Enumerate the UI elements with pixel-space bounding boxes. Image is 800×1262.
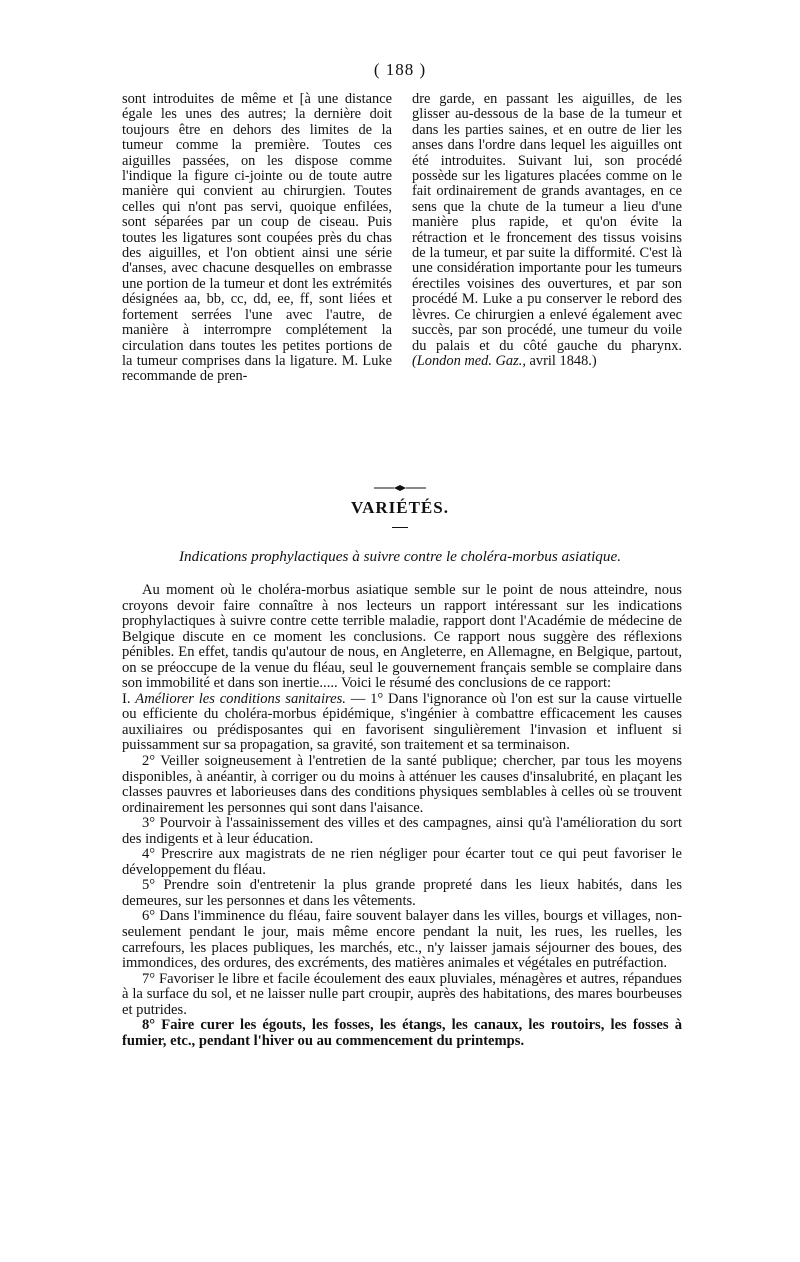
citation: (London med. Gaz., [412, 352, 526, 369]
article-title: Indications prophylactiques à suivre contre le choléra-morbus asiatique. [178, 548, 622, 565]
paragraph-item-3: 3° Pourvoir à l'assainissement des villes et des campagnes, ainsi qu'à l'amélioration du sort des indigents et à leur éducation. [122, 815, 682, 847]
paragraph-item-5: 5° Prendre soin d'entretenir la plus grande propreté dans les lieux habités, dans les demeures, sur les personnes et dans les vêtements. [122, 877, 682, 909]
ornament-divider [374, 484, 426, 492]
article-body [122, 583, 682, 1049]
item-1-heading: I. [122, 690, 131, 707]
paragraph-intro: Au moment où le choléra-morbus asiatique semble sur le point de nous atteindre, nous croyons devoir faire connaître à nos lecteurs un rapport intéressant sur les indications prophylactiques à suivre contre cette terrible maladie, rapport dont l'Académie de médecine de Belgique discute en ce moment les conclusions. Ce rapport nous suggère des réflexions pénibles. En effet, tandis qu'autour de nous, en Angleterre, en Allemagne, en Belgique, partout, on se préoccupe de la venue du fléau, seul le gouvernement français semble se complaire dans son immobilité et dans son inertie..... Voici le résumé des conclusions de ce rapport: [122, 582, 682, 692]
paragraph-item-7: 7° Favoriser le libre et facile écoulement des eaux pluviales, ménagères et autres, répandues à la surface du sol, et ne laisser nulle part croupir, auprès des habitations, des mares bourbeuses et putrides. [122, 970, 682, 1018]
item-1-title: Améliorer les conditions sanitaires. [135, 690, 346, 707]
item-1-text: — 1° Dans l'ignorance où l'on est sur la cause virtuelle ou efficiente du choléra-morbus épidémique, s'ingénier à combattre efficacement les causes auxiliaires ou prédisposantes qui en favorisent singulièrement l'invasion et influent si puissamment sur sa propagation, sa gravité, son traitement et sa terminaison. [122, 690, 682, 754]
section-title: VARIÉTÉS. [351, 498, 449, 517]
paragraph-item-8: 8° Faire curer les égouts, les fosses, les étangs, les canaux, les routoirs, les fosses à fumier, etc., pendant l'hiver ou au commencement du printemps. [122, 1017, 682, 1049]
left-column-text: sont introduites de même et [à une distance égale les unes des autres; la dernière doit toujours être en dehors des limites de la tumeur comme la première. Toutes ces aiguilles passées, on les dispose comme l'indique la figure ci-jointe ou de toute autre manière qui convient au chirurgien. Toutes celles qui n'ont pas servi, quoique enfilées, sont séparées par un coup de ciseau. Puis toutes les ligatures sont coupées près du chas des aiguilles, et l'on obtient ainsi une série d'anses, avec chacune desquelles on embrasse une portion de la tumeur et dont les extrémités désignées aa, bb, cc, dd, ee, ff, sont liées et fortement serrées l'une avec l'autre, de manière à interrompre complétement la circulation dans toutes les petites portions de la tumeur comprises dans la ligature. M. Luke recommande de pren- [122, 91, 392, 385]
title-rule [392, 527, 408, 528]
right-column-text: dre garde, en passant les aiguilles, de les glisser au-dessous de la base de la tumeur et dans les parties saines, et en outre de lier les anses dans l'ordre dans lequel les aiguilles ont été introduites. Suivant lui, son procédé possède sur les ligatures placées comme on le fait ordinairement de grands avantages, en ce sens que la chute de la tumeur a lieu d'une manière plus rapide, et qu'on évite la rétraction et le froncement des tissus voisins de la tumeur, et par suite la difformité. C'est là une considération importante pour les tumeurs érectiles voisines des ouvertures, et par son procédé M. Luke a pu conserver le rebord des lèvres. Ce chirurgien a enlevé également avec succès, par son procédé, une tumeur du voile du palais et du côté gauche du pharynx. [412, 91, 682, 354]
page-number: ( 188 ) [373, 60, 427, 79]
paragraph-item-1 [122, 692, 682, 754]
citation-date: avril 1848.) [529, 352, 597, 369]
paragraph-item-2: 2° Veiller soigneusement à l'entretien de la santé publique; chercher, par tous les moyens disponibles, à anéantir, à corriger ou du moins à atténuer les causes d'insalubrité, en plaçant les classes pauvres et laborieuses dans des conditions physiques semblables à celles où se trouvent ordinairement les personnes qui sont dans l'aisance. [122, 753, 682, 816]
paragraph-item-4: 4° Prescrire aux magistrats de ne rien négliger pour écarter tout ce qui peut favoriser le développement du fléau. [122, 846, 682, 878]
paragraph-item-6: 6° Dans l'imminence du fléau, faire souvent balayer dans les villes, bourgs et villages, non-seulement pendant le jour, mais même encore pendant la nuit, les rues, les ruelles, les carrefours, les places publiques, les marchés, etc., n'y laisser jamais séjourner des boues, des immondices, des ordures, des excréments, des matières animales et végétales en putréfaction. [122, 908, 682, 972]
right-column [412, 92, 682, 369]
